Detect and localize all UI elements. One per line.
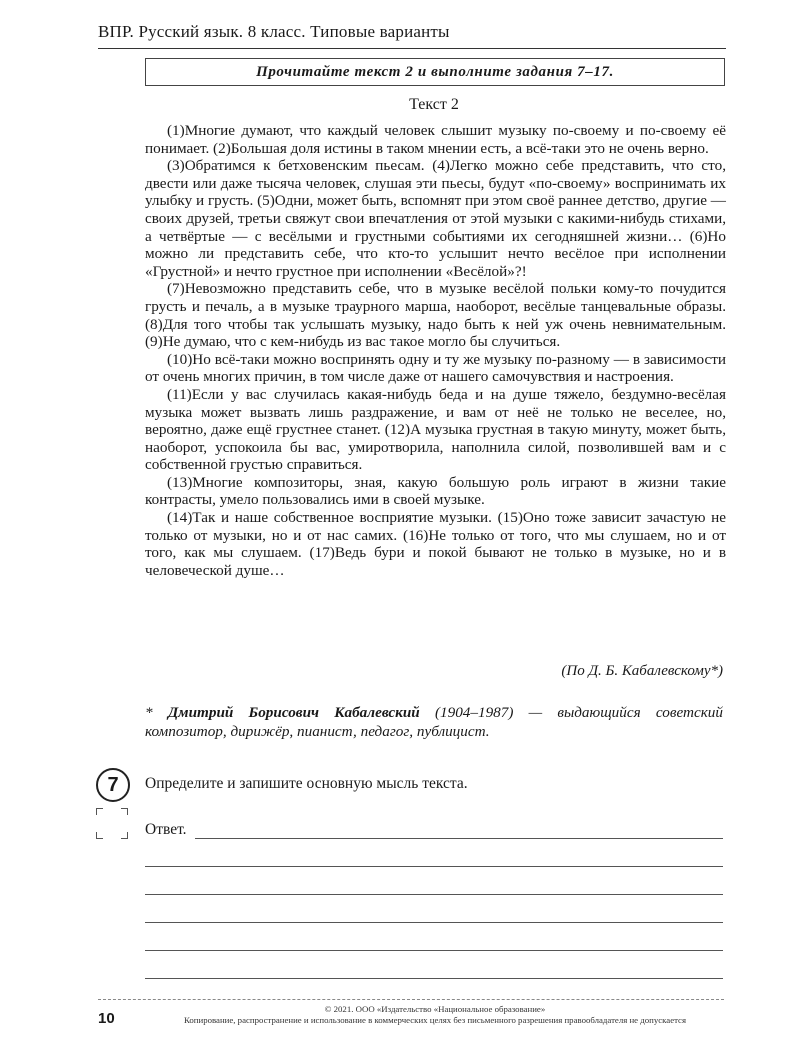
answer-line[interactable]: [195, 838, 723, 839]
answer-line[interactable]: [145, 894, 723, 895]
copyright-notice: [140, 1004, 730, 1026]
answer-line[interactable]: [145, 978, 723, 979]
answer-line[interactable]: [145, 866, 723, 867]
score-box-corner: [96, 832, 103, 839]
copyright-line: © 2021. ООО «Издательство «Национальное образование»: [324, 1004, 546, 1014]
score-box-corner: [121, 808, 128, 815]
footnote: [145, 703, 723, 741]
paragraph: (7)Невозможно представить себе, что в музыке весёлой польки кому-то почудится грусть и печаль, а в музыке траурного марша, наоборот, весёлые танцевальные образы. (8)Для того чтобы так услышать музыку, надо быть к ней уж очень невнимательным. (9)Не думаю, что с кем-нибудь из вас такое могло бы случиться.: [145, 280, 726, 351]
instruction-box: Прочитайте текст 2 и выполните задания 7–17.: [145, 58, 725, 86]
paragraph: (1)Многие думают, что каждый человек слышит музыку по-своему и по-своему её понимает. (2)Большая доля истины в таком мнении есть, а всё-таки это не очень верно.: [145, 122, 726, 157]
score-box-corner: [96, 808, 103, 815]
answer-label: Ответ.: [145, 821, 187, 838]
text-attribution: (По Д. Б. Кабалевскому*): [561, 663, 723, 679]
footnote-marker: *: [145, 704, 168, 721]
page-number: 10: [98, 1010, 115, 1027]
answer-line[interactable]: [145, 922, 723, 923]
footnote-name: Дмитрий Борисович Кабалевский: [167, 704, 420, 721]
text-body: [145, 122, 726, 579]
paragraph: (11)Если у вас случилась какая-нибудь беда и на душе тяжело, бездумно-весёлая музыка может вызвать лишь раздражение, и вам от неё не только не веселее, но, вероятно, даже ещё грустнее станет. (12)А музыка грустная в такую минуту, может быть, наоборот, успокоила бы вас, умиротворила, наполнила силой, позволившей вам и с собственной грустью справиться.: [145, 385, 726, 474]
copyright-line: Копирование, распространение и использование в коммерческих целях без письменного разрешения правообладателя не допускается: [183, 1015, 687, 1025]
paragraph: (3)Обратимся к бетховенским пьесам. (4)Легко можно себе представить, что сто, двести или даже тысяча человек, слушая эти пьесы, будут «по-своему» воспринимать их улыбку и грусть. (5)Одни, может быть, вспомнят при этом своё раннее детство, другие — своих друзей, третьи свяжут свои впечатления от этой музыки с какими-нибудь стихами, а четвёртые — с весёлыми и грустными событиями их сегодняшней жизни… (6)Но можно ли представить себе, что кто-то услышит нечто весёлое при исполнении «Грустной» и нечто грустное при исполнении «Весёлой»?!: [145, 157, 726, 280]
paragraph: (13)Многие композиторы, зная, какую большую роль играют в жизни такие контрасты, умело пользовались ими в своей музыке.: [145, 473, 726, 509]
footnote-years: (1904–1987): [419, 704, 514, 721]
paragraph: (10)Но всё-таки можно воспринять одну и ту же музыку по-разному — в зависимости от очень многих причин, в том числе даже от нашего самочувствия и настроения.: [145, 350, 726, 386]
task-prompt: Определите и запишите основную мысль текста.: [145, 775, 468, 792]
task-number-badge: 7: [96, 768, 130, 802]
answer-line[interactable]: [145, 950, 723, 951]
text-title: Текст 2: [409, 96, 459, 113]
header-divider: [98, 48, 726, 49]
footnote-description: — выдающийся советский композитор, дирижёр, пианист, педагог, публицист.: [145, 704, 723, 740]
paragraph: (14)Так и наше собственное восприятие музыки. (15)Оно тоже зависит зачастую не только от музыки, но и от нас самих. (16)Не только от того, что мы слушаем, но и от того, как мы слушаем. (17)Ведь бури и покой бывают не только в музыке, но и в человеческой душе…: [145, 509, 726, 579]
score-box-corner: [121, 832, 128, 839]
page-header: ВПР. Русский язык. 8 класс. Типовые варианты: [98, 22, 450, 41]
footer-divider: [98, 999, 724, 1000]
